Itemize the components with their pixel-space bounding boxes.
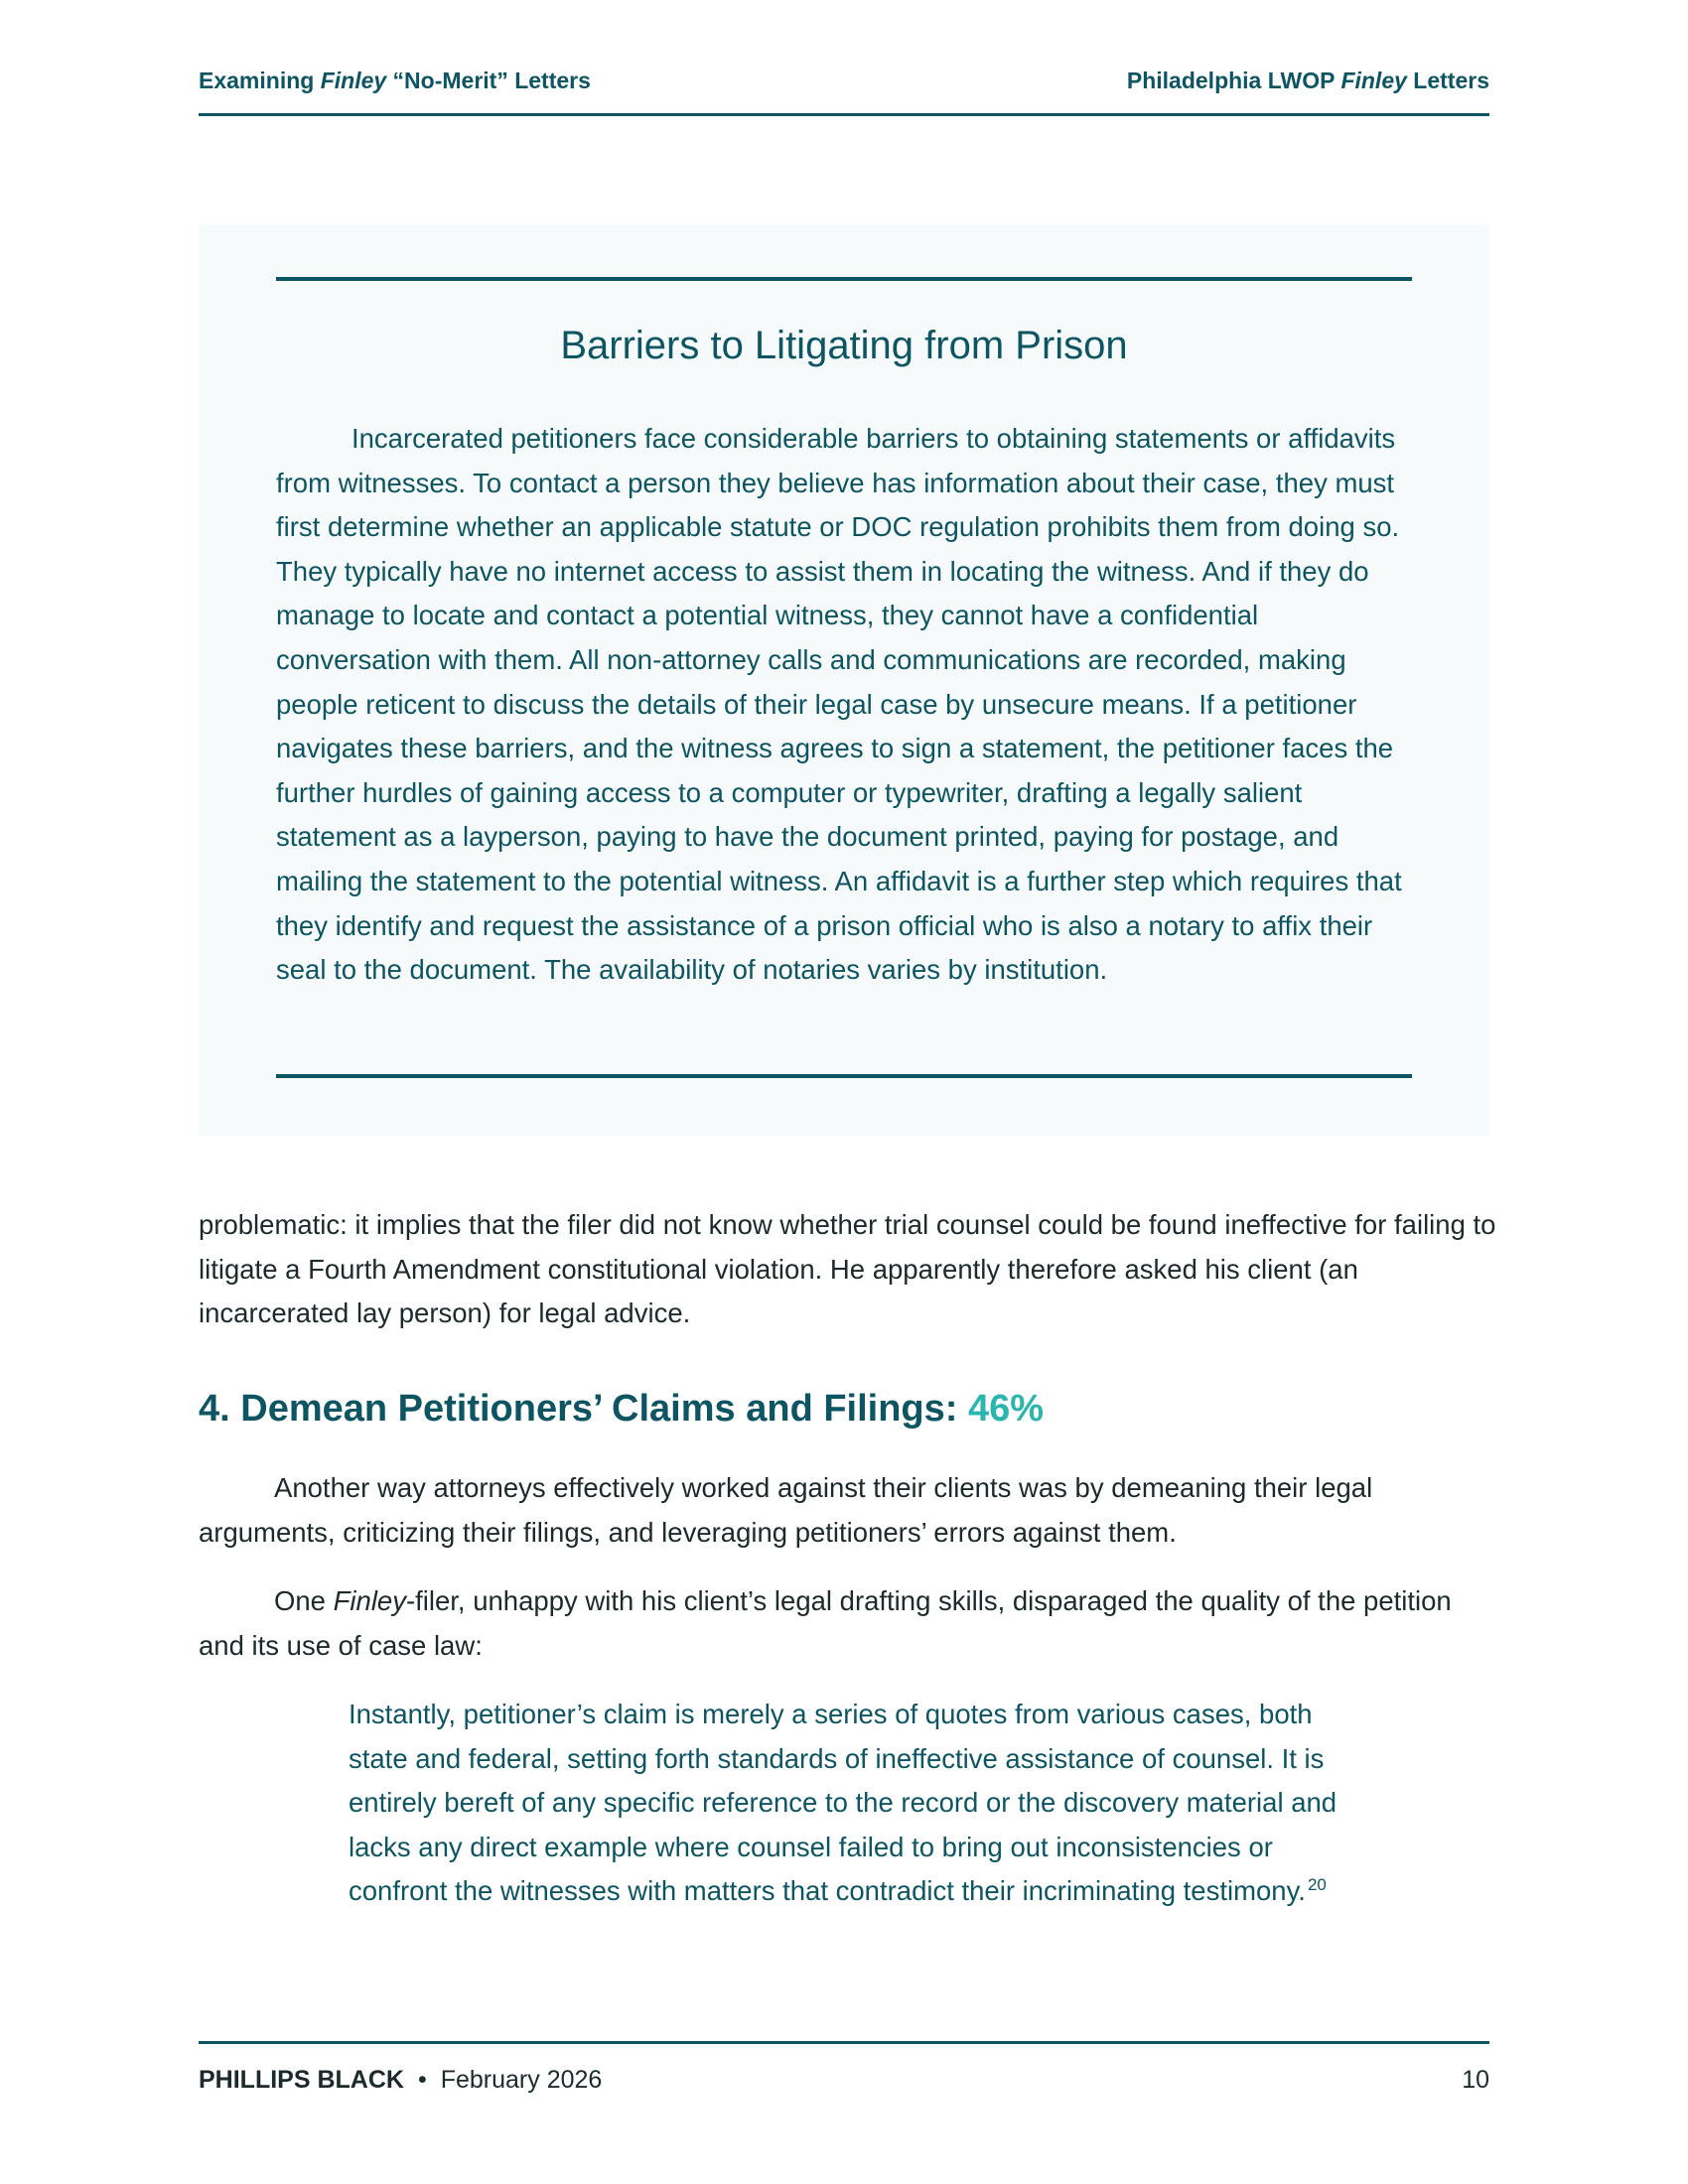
header-left-title <box>199 68 591 94</box>
block-quote <box>349 1693 1371 1914</box>
paragraph-2-italic: Finley <box>333 1585 406 1616</box>
sidebar-top-rule <box>276 277 1412 281</box>
sidebar-box <box>199 224 1489 1136</box>
paragraph-2-prefix: One <box>274 1585 334 1616</box>
footnote-reference[interactable]: 20 <box>1307 1875 1327 1895</box>
sidebar-bottom-rule <box>276 1074 1412 1078</box>
section-heading <box>199 1388 1044 1431</box>
header-left-italic: Finley <box>320 68 387 93</box>
section-percent: 46% <box>968 1388 1045 1430</box>
paragraph-2-suffix: -filer, unhappy with his client’s legal drafting skills, disparaged the quality of the petition and its use of case law: <box>199 1585 1452 1661</box>
header-left-suffix: “No-Merit” Letters <box>386 68 591 93</box>
header-right-prefix: Philadelphia LWOP <box>1126 68 1341 93</box>
sidebar-title: Barriers to Litigating from Prison <box>560 324 1128 367</box>
paragraph-demeaning: Another way attorneys effectively worked against their clients was by demeaning their legal arguments, criticizing their filings, and leveraging petitioners’ errors against them. <box>199 1472 1373 1548</box>
footer-org: PHILLIPS BLACK <box>199 2066 404 2094</box>
header-right-title <box>1127 68 1489 94</box>
footer-date: February 2026 <box>440 2066 603 2094</box>
continuation-paragraph: problematic: it implies that the filer did not know whether trial counsel could be found ineffective for failing to litigate a Fourth Amendment constitutional violation. He apparently therefore asked his client (an incarcerated lay person) for legal advice. <box>199 1209 1496 1329</box>
page-footer <box>199 2041 1489 2104</box>
sidebar-body: Incarcerated petitioners face considerable barriers to obtaining statements or affidavits from witnesses. To contact a person they believe has information about their case, they must first determine whether an applicable statute or DOC regulation prohibits them from doing so. They typically have no internet access to assist them in locating the witness. And if they do manage to locate and contact a potential witness, they cannot have a confidential conversation with them. All non-attorney calls and communications are recorded, making people reticent to discuss the details of their legal case by unsecure means. If a petitioner navigates these barriers, and the witness agrees to sign a statement, the petitioner faces the further hurdles of gaining access to a computer or typewriter, drafting a legally salient statement as a layperson, paying to have the document printed, paying for postage, and mailing the statement to the potential witness. An affidavit is a further step which requires that they identify and request the assistance of a prison official who is also a notary to affix their seal to the document. The availability of notaries varies by institution. <box>276 423 1402 986</box>
header-right-suffix: Letters <box>1406 68 1489 93</box>
section-heading-text: 4. Demean Petitioners’ Claims and Filings: <box>199 1388 968 1430</box>
header-left-prefix: Examining <box>199 68 321 93</box>
page-number: 10 <box>1462 2066 1489 2094</box>
block-quote-text: Instantly, petitioner’s claim is merely a series of quotes from various cases, both state and federal, setting forth standards of ineffective assistance of counsel. It is entirely bereft of any specific reference to the record or the discovery material and lacks any direct example where counsel failed to bring out inconsistencies or confront the witnesses with matters that contradict their incriminating testimony. <box>349 1699 1337 1907</box>
paragraph-finley-filer <box>199 1579 1470 1668</box>
running-header <box>199 62 1489 116</box>
footer-bullet: • <box>417 2066 427 2094</box>
header-right-italic: Finley <box>1340 68 1407 93</box>
footer-left <box>199 2066 602 2095</box>
